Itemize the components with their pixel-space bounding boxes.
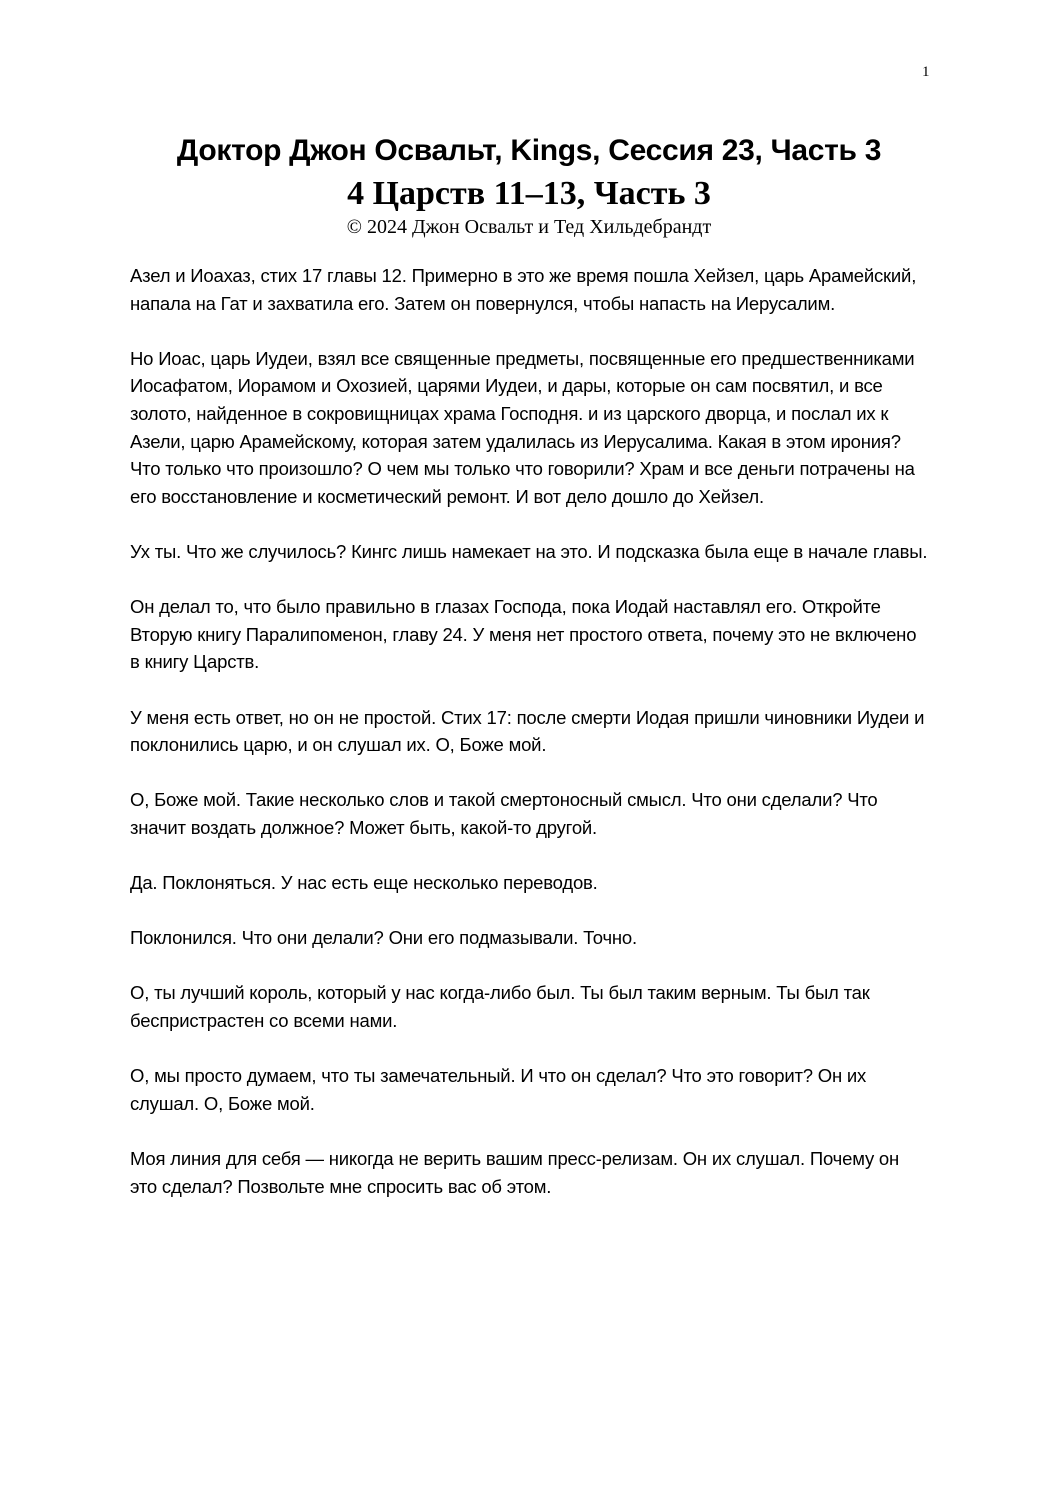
paragraph: Поклонился. Что они делали? Они его подмазывали. Точно. [130, 927, 637, 949]
paragraph: У меня есть ответ, но он не простой. Стих 17: после смерти Иодая пришли чиновники Иудеи и поклонились царю, и он слушал их. О, Боже мой. [130, 706, 925, 756]
paragraph: О, Боже мой. Такие несколько слов и такой смертоносный смысл. Что они сделали? Что значит воздать должное? Может быть, какой-то другой. [130, 789, 878, 838]
document-title: Доктор Джон Освальт, Kings, Сессия 23, Часть 3 [176, 134, 882, 167]
paragraph: О, мы просто думаем, что ты замечательный. И что он сделал? Что это говорит? Он их слушал. О, Боже мой. [130, 1065, 867, 1114]
copyright-line: © 2024 Джон Освальт и Тед Хильдебрандт [346, 216, 712, 238]
page-number: 1 [922, 64, 930, 80]
paragraph: Ух ты. Что же случилось? Кингс лишь намекает на это. И подсказка была еще в начале главы. [130, 540, 928, 562]
document-body [130, 262, 930, 1228]
paragraph: Да. Поклоняться. У нас есть еще несколько переводов. [130, 872, 598, 894]
paragraph: Он делал то, что было правильно в глазах Господа, пока Иодай наставлял его. Откройте Вторую книгу Паралипоменон, главу 24. У меня нет простого ответа, почему это не включено в книгу Царств. [130, 596, 917, 673]
document-subtitle: 4 Царств 11–13, Часть 3 [347, 175, 711, 212]
paragraph: О, ты лучший король, который у нас когда-либо был. Ты был таким верным. Ты был так беспристрастен со всеми нами. [130, 982, 870, 1032]
paragraph: Азел и Иоахаз, стих 17 главы 12. Примерно в это же время пошла Хейзел, царь Арамейский, напала на Гат и захватила его. Затем он повернулся, чтобы напасть на Иерусалим. [130, 265, 917, 314]
paragraph: Моя линия для себя — никогда не верить вашим пресс-релизам. Он их слушал. Почему он это сделал? Позвольте мне спросить вас об этом. [130, 1148, 900, 1197]
paragraph: Но Иоас, царь Иудеи, взял все священные предметы, посвященные его предшественниками Иосафатом, Иорамом и Охозией, царями Иудеи, и дары, которые он сам посвятил, и все золото, найденное в сокровищницах храма Господня. и из царского дворца, и послал их к Азели, царю Арамейскому, которая затем удалилась из Иерусалима. Какая в этом ирония? Что только что произошло? О чем мы только что говорили? Храм и все деньги потрачены на его восстановление и косметический ремонт. И вот дело дошло до Хейзел. [130, 347, 915, 507]
